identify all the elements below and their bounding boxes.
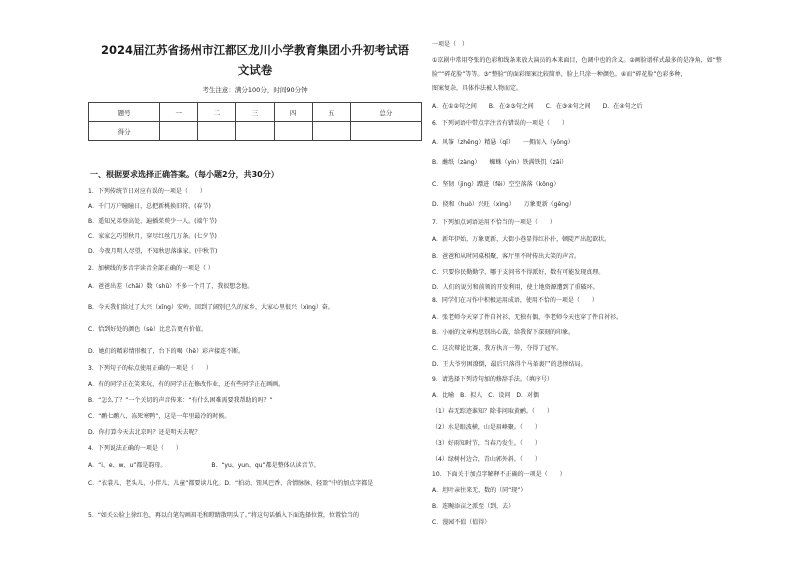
score-header-cell: 四: [274, 103, 312, 122]
score-cell: [198, 122, 236, 141]
question-line: A．张老师今天穿了件自衬衫，无独有偶，李老师今天也穿了件自衬衫。: [432, 314, 623, 321]
question-line: A．爸爸出差（chāi）数（shǔ）不多一个月了，我很想念他。: [88, 283, 254, 290]
question-line: A．在①②句之间 B．在②③句之间 C．在③④句之间 D．在④句之后: [432, 103, 643, 110]
score-cell: [274, 122, 312, 141]
question-line: C．只要你民勤勤学，哪于支问书不得派好，数有可能发现真理。: [432, 269, 605, 276]
score-row-label: 得分: [89, 122, 160, 141]
score-header-cell: 题号: [89, 103, 160, 122]
question-line: （4）绿树村边合，青山郭外斜。（ ）: [432, 456, 541, 463]
question-line: B．遥知兄弟登高处，遍插茱萸少一人。(端午节): [88, 218, 217, 225]
question-line: A．坦叶亲往来无，数的（同“现”）: [432, 487, 527, 494]
score-table-score-row: [89, 122, 422, 141]
question-line: A．风筝（zhēng）精悬（qī） 一拥而入（yōng）: [432, 139, 574, 146]
question-line: （3）好雨知时节，当春乃发生。（ ）: [432, 440, 541, 447]
question-line: D．你打算今天去北京吗？还是明天去呢？: [88, 429, 201, 436]
question-line: A．千门万户瞳瞳日，总把新桃换旧符。(春节): [88, 203, 211, 210]
score-header-cell: 一: [160, 103, 198, 122]
exam-title-line2: 文试卷: [237, 63, 273, 77]
question-line: 6．下列词语中带点字注音有错误的一项是（ ）: [432, 120, 568, 127]
question-line: A．有的同学正在笑来玩，有的同学正在修改作业，还有些同学正在画画。: [88, 381, 285, 388]
question-line: B．今天我们给过了大兴（xīng）安岭，回到了阔别已久的家乡，大家心里很兴（xìng）奋。: [88, 304, 334, 311]
question-line: A．比喻 B．拟人 C．设问 D．对偶: [432, 392, 540, 399]
score-cell: [236, 122, 274, 141]
question-line: （1）春无踪迹谁知？除非问取黄鹂。（ ）: [432, 408, 553, 415]
question-line: C．“鹬七鹬八，冻死寒鸭”，这是一年里最冷的时候。: [88, 413, 231, 420]
question-line: 10．下面关于加点字解释不正确的一项是（ ）: [432, 471, 566, 478]
question-line: D．她们的精彩情形极了，台下的喝（hē）彩声接连不断。: [88, 348, 245, 355]
question-line: 5．“如关公脸上徐红色，再以白笔勾画眉毛和瞪睛散明头了。”将这句话插入下面选择位置，位置恰当的: [88, 512, 360, 519]
score-table-header-row: [89, 103, 422, 122]
score-header-cell: 五: [312, 103, 350, 122]
section-heading: 一、根据要求选择正确答案。（每小题2分，共30分）: [90, 170, 279, 179]
score-table: [88, 102, 422, 141]
score-cell: [350, 122, 421, 141]
score-cell: [160, 122, 198, 141]
question-line: ①京剧中常用夸张的色彩和线条来放大演员的本来面目，色调中也的含义。②画脸谱样式最多的是净角，如“整: [432, 57, 722, 64]
question-line: A．新年伊始，万象更新，大街小巷显得红扑扑，顿陡严出起欲状。: [432, 236, 611, 243]
question-line: 2．加横线的多音字读音全部正确的一项是（ ）: [88, 265, 214, 272]
question-line: 脸”“碎花脸”等等。③“整脸”的面彩图案比较简单，脸上只涂一种颜色。④而“碎花脸”色彩多种，: [432, 71, 687, 78]
question-line: C．这次辩论比赛，我方执言一筹，夺得了冠军。: [432, 345, 563, 352]
question-line: C．恰到好处的颜色（sè）比忠告更有价值。: [88, 326, 208, 333]
question-line: C．坚韧（jìng）蹭进（fěi）空空落落（kōng）: [432, 181, 560, 188]
question-line: 8．同学们在习作中积极运用成语，使用不恰的一项是（ ）: [432, 297, 598, 304]
question-line: B．连畹添亩之派至（到，去）: [432, 503, 515, 510]
question-line: D．人们的说另和前领的开发利用，使土地资源遭到了重破坏。: [432, 284, 599, 291]
question-line: C．“衣裳儿、老头儿、小伴儿、儿童”都要读儿化。D．“拍动、钮风巴香、含情脉脉、轻盈”中的加点字都是: [88, 480, 374, 487]
question-line: 9．请选择下列诗句加的修辞手法。（填序号）: [432, 376, 553, 383]
question-line: B．“怎么了？”一个关切的声音传来：“有什么困难需要我帮助的吗？”: [88, 397, 273, 404]
question-line: D．王大爷穷困潦倒，最后只落得个马革裹尸的悲惨结局。: [432, 361, 587, 368]
question-line: 一项是（ ）: [432, 41, 469, 48]
question-line: C．家家乞巧望秋月，穿尽红丝几万条。(七夕节): [88, 233, 217, 240]
score-cell: [312, 122, 350, 141]
question-line: 3．下列句子的标点使用正确的一项是（ ）: [88, 365, 212, 372]
exam-title-line1: 2024届江苏省扬州市江都区龙川小学教育集团小升初考试语: [100, 43, 409, 57]
question-line: 1．下列传统节日对应有误的一项是（ ）: [88, 188, 206, 195]
question-line: B．小丽的文章构思别出心裁，给我留下深刻的印象。: [432, 329, 575, 336]
question-line: （2）水是眼波横，山是眉峰聚。（ ）: [432, 424, 541, 431]
question-line: D．挠和（huò）兴旺（xìng） 万象更新（gēng）: [432, 201, 575, 208]
question-line: D．今夜月明人尽望，不知秋思落谁家。(中秋节): [88, 248, 218, 255]
score-header-cell: 三: [236, 103, 274, 122]
question-line: 4．下列说法正确的一项是（ ）: [88, 445, 182, 452]
question-line: B．蘸纸（zàng） 蜘蛛（yín）铁满铁饥（zāi）: [432, 159, 568, 166]
question-line: B．爸爸和从时同桌相聚，客厅里不时传出大笑的声音。: [432, 253, 581, 260]
score-header-cell: 二: [198, 103, 236, 122]
score-header-cell: 总分: [350, 103, 421, 122]
question-line: A．“i、e、w、u”都是韵母。 B．“yu、yun、qu”都是整体认读音节。: [88, 462, 320, 469]
question-line: 图案复杂，具体作法被人物而定。: [432, 85, 523, 92]
exam-note: 考生注意：满分100分，时间90分钟: [202, 86, 308, 94]
question-line: 7．下列加点词语运用不恰当的一项是（ ）: [432, 219, 556, 226]
question-line: C．漫园不值（值得）: [432, 519, 491, 526]
